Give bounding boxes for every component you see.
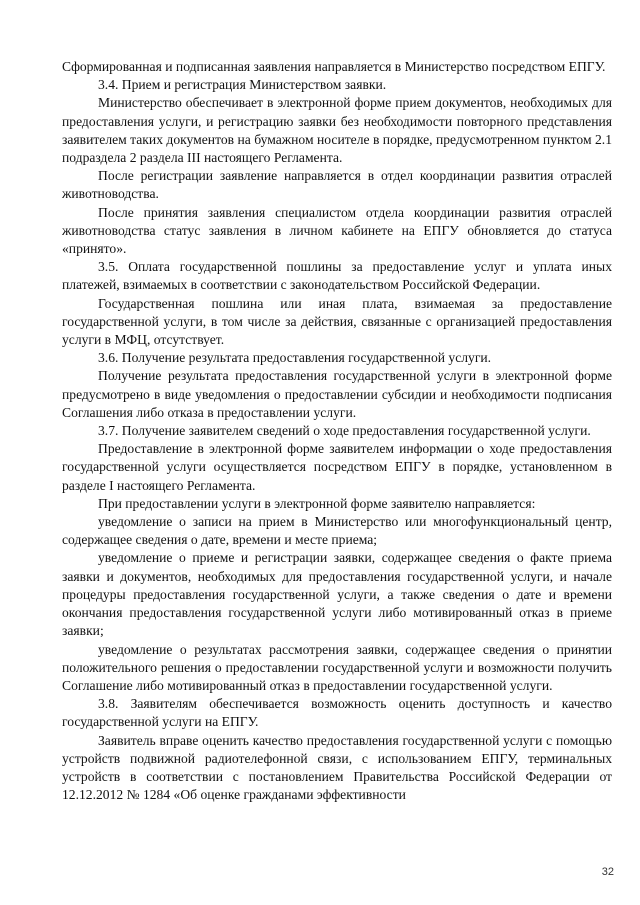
paragraph: Государственная пошлина или иная плата, взимаемая за предоставление государственной услуги, в том числе за действия, связанные с организацией предоставления услуги в МФЦ, отсутствует.	[62, 295, 612, 348]
list-item: уведомление о приеме и регистрации заявки, содержащее сведения о факте приема заявки и документов, необходимых для предоставления государственной услуги, и начале процедуры предоставления государственной услуги, а также сведения о дате и времени окончания предоставления государственной услуги либо мотивированный отказ в приеме заявки;	[62, 550, 612, 639]
page-number: 32	[601, 866, 614, 878]
list-item: уведомление о записи на прием в Министерство или многофункциональный центр, содержащее сведения о дате, времени и месте приема;	[62, 514, 612, 548]
list-item: уведомление о результатах рассмотрения заявки, содержащее сведения о принятии положительного решения о предоставлении государственной услуги и возможности получить Соглашение либо мотивированный отказ в предоставлении государственной услуги.	[62, 641, 612, 693]
section-heading: 3.5. Оплата государственной пошлины за предоставление услуг и уплата иных платежей, взимаемых в соответствии с законодательством Российской Федерации.	[62, 259, 612, 293]
paragraph: После принятия заявления специалистом отдела координации развития отраслей животноводства статус заявления в личном кабинете на ЕПГУ обновляется до статуса «принято».	[62, 204, 612, 257]
paragraph: После регистрации заявление направляется в отдел координации развития отраслей животноводства.	[62, 168, 612, 202]
section-heading: 3.8. Заявителям обеспечивается возможность оценить доступность и качество государственной услуги на ЕПГУ.	[62, 696, 612, 730]
section-heading: 3.6. Получение результата предоставления государственной услуги.	[98, 350, 492, 366]
paragraph: Министерство обеспечивает в электронной форме прием документов, необходимых для предоставления услуги, и регистрацию заявки без необходимости повторного представления заявителем таких документов на бумажном носителе в порядке, предусмотренном пунктом 2.1 подраздела 2 раздела III настоящего Регламента.	[62, 95, 612, 166]
paragraph: Заявитель вправе оценить качество предоставления государственной услуги с помощью устройств подвижной радиотелефонной связи, с использованием ЕПГУ, терминальных устройств в соответствии с постановлением Правительства Российской Федерации от 12.12.2012 № 1284 «Об оценке гражданами эффективности	[62, 732, 612, 803]
paragraph: Сформированная и подписанная заявления направляется в Министерство посредством ЕПГУ.	[62, 59, 606, 74]
document-body	[62, 58, 612, 804]
paragraph: При предоставлении услуги в электронной форме заявителю направляется:	[98, 495, 536, 511]
section-heading: 3.7. Получение заявителем сведений о ходе предоставления государственной услуги.	[98, 423, 591, 439]
section-heading: 3.4. Прием и регистрация Министерством заявки.	[98, 77, 387, 93]
paragraph: Предоставление в электронной форме заявителем информации о ходе предоставления государственной услуги осуществляется посредством ЕПГУ в порядке, установленном в разделе I настоящего Регламента.	[62, 441, 612, 493]
paragraph: Получение результата предоставления государственной услуги в электронной форме предусмотрено в виде уведомления о предоставлении субсидии и необходимости подписания Соглашения либо отказа в предоставлении услуги.	[62, 368, 612, 420]
